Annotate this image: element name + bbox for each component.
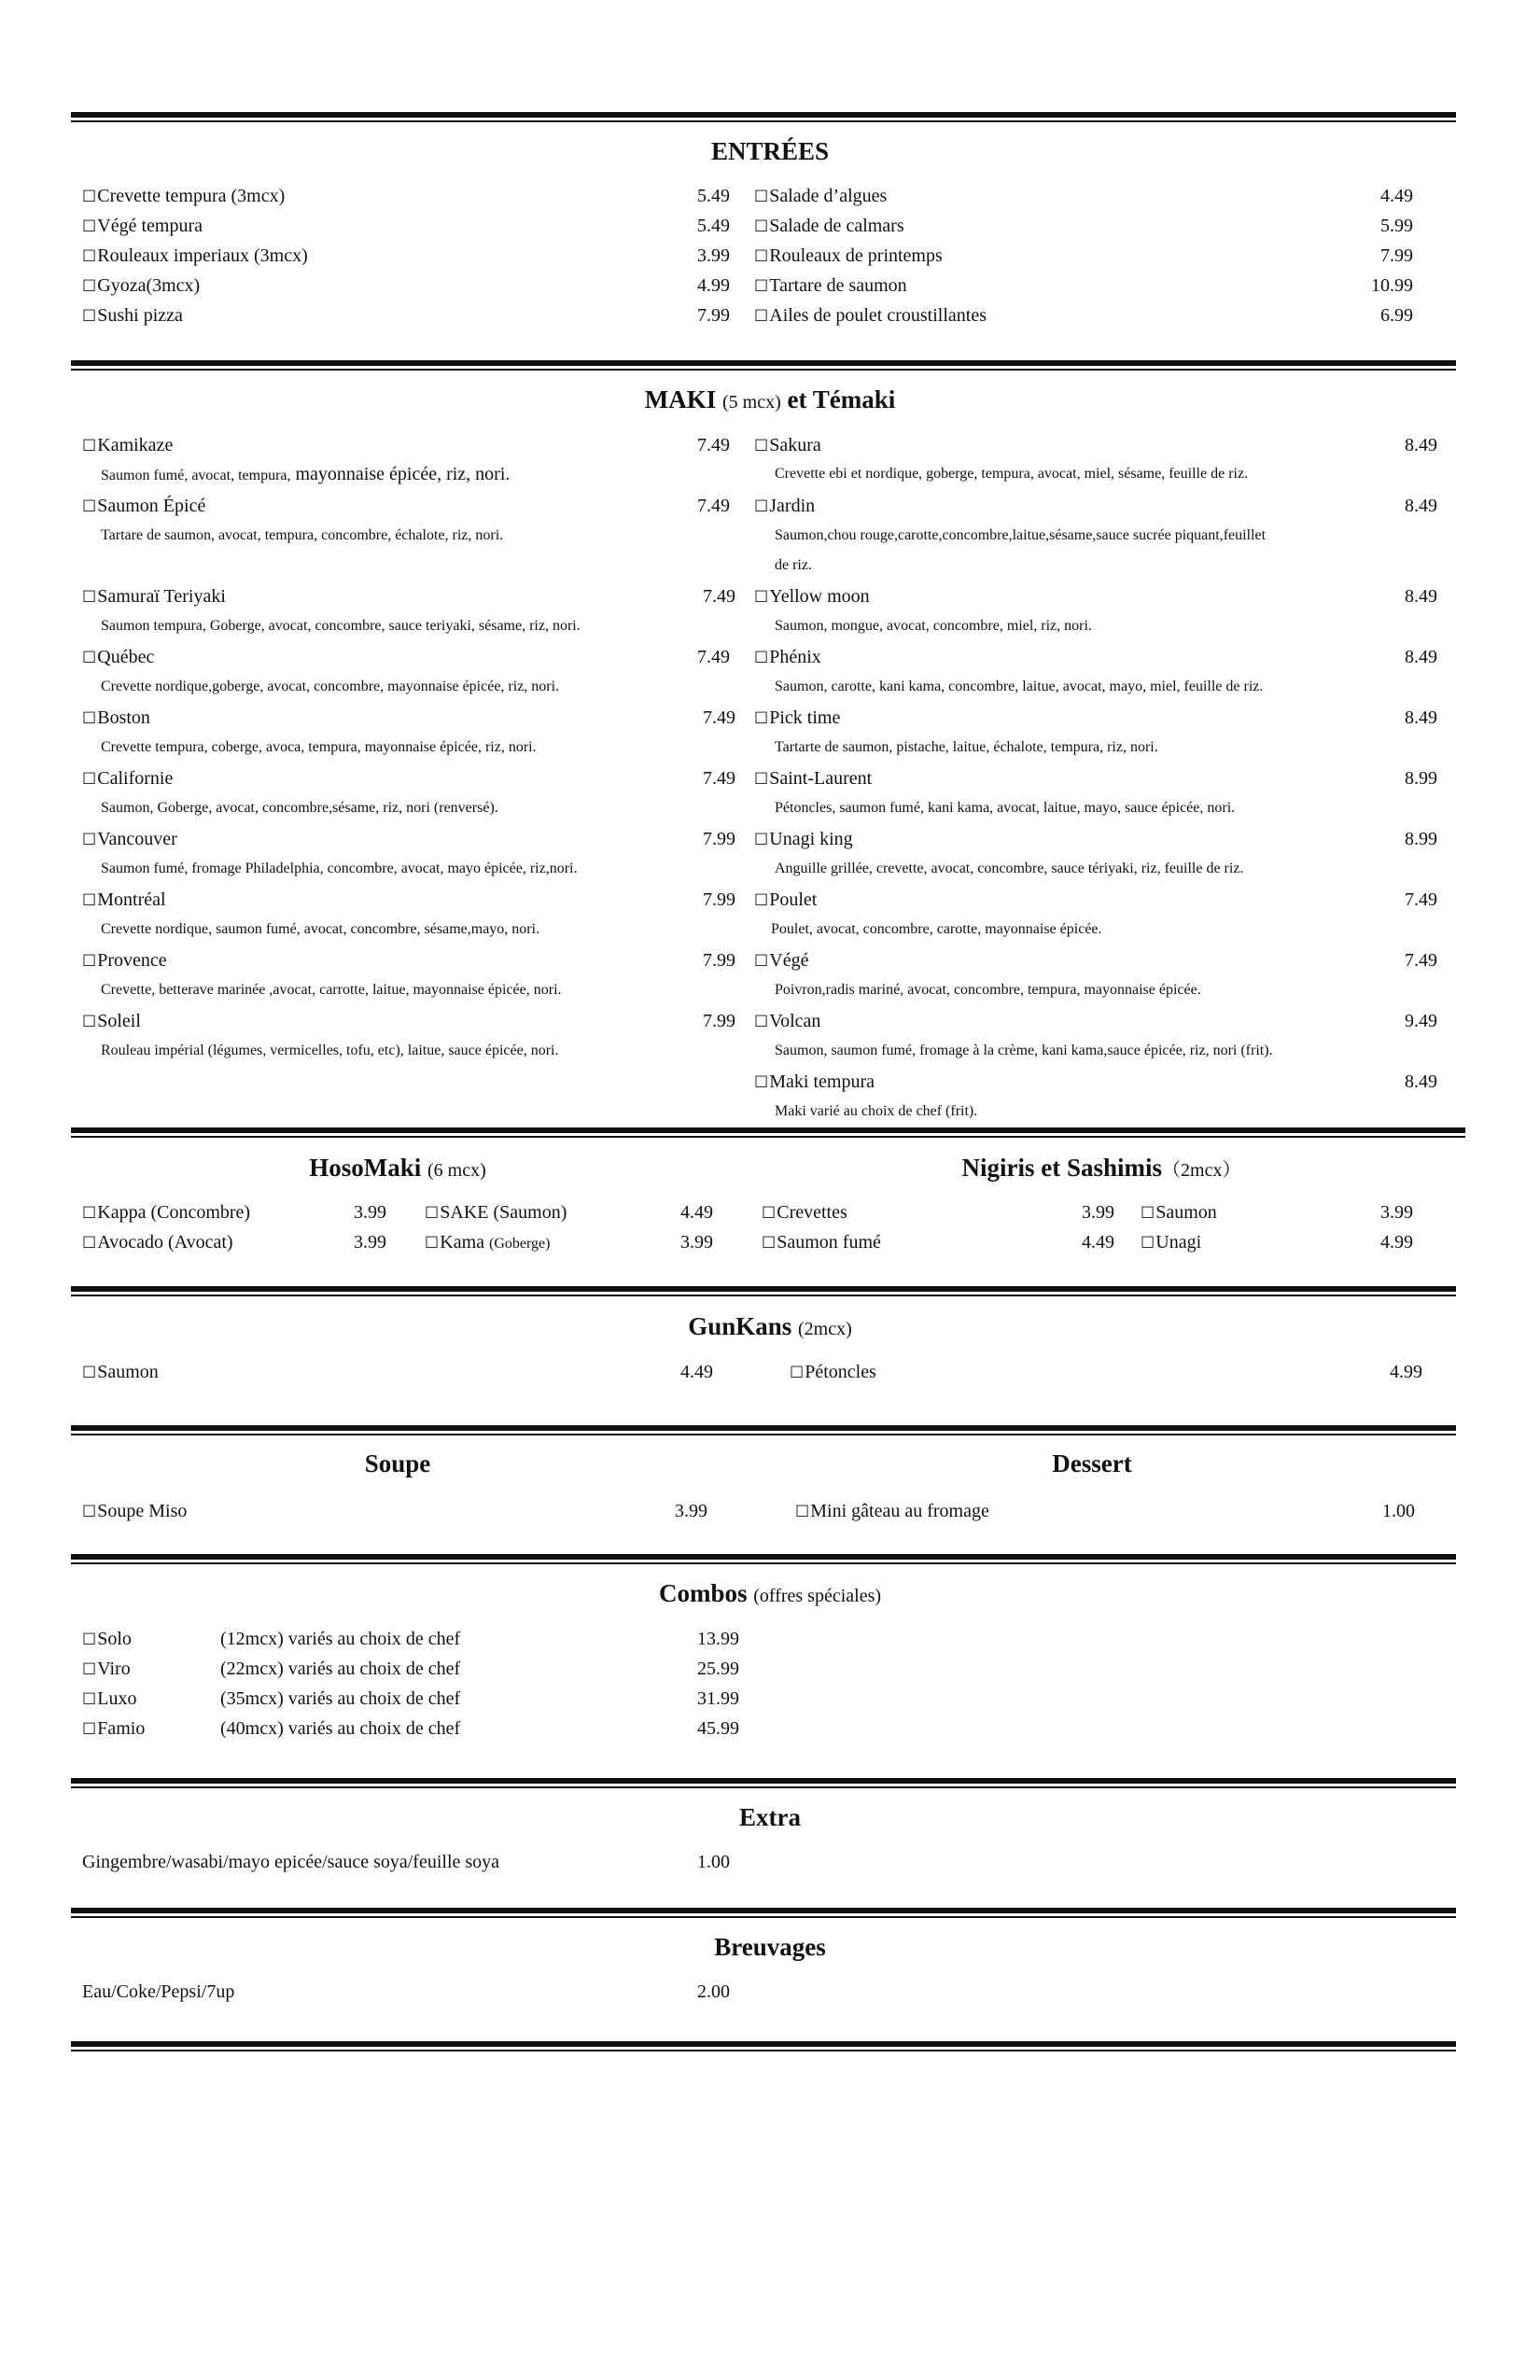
nigiris-title bbox=[747, 1154, 1456, 1183]
checkbox-icon[interactable]: ☐ bbox=[754, 588, 769, 607]
checkbox-icon[interactable]: ☐ bbox=[82, 217, 97, 236]
item-name: Saumon Épicé bbox=[97, 496, 206, 516]
item-price: 13.99 bbox=[697, 1629, 739, 1649]
checkbox-icon[interactable]: ☐ bbox=[1141, 1234, 1155, 1253]
item-description: (40mcx) variés au choix de chef bbox=[220, 1718, 461, 1739]
menu-item[interactable] bbox=[82, 244, 308, 269]
item-price: 7.99 bbox=[703, 829, 735, 849]
item-price: 8.49 bbox=[1405, 435, 1437, 455]
menu-item[interactable] bbox=[82, 1360, 159, 1385]
item-name: Rouleaux imperiaux (3mcx) bbox=[97, 245, 308, 266]
item-description: Rouleau impérial (légumes, vermicelles, tofu, etc), laitue, sauce épicée, nori. bbox=[101, 1043, 559, 1058]
checkbox-icon[interactable]: ☐ bbox=[82, 1364, 97, 1382]
menu-item[interactable] bbox=[82, 1009, 141, 1034]
item-description: Saumon, carotte, kani kama, concombre, laitue, avocat, mayo, miel, feuille de riz. bbox=[775, 679, 1264, 694]
item-price: 3.99 bbox=[354, 1232, 386, 1253]
checkbox-icon[interactable]: ☐ bbox=[82, 588, 97, 607]
item-price: 8.49 bbox=[1405, 586, 1437, 607]
item-name: Pick time bbox=[769, 707, 841, 728]
item-name: Soupe Miso bbox=[97, 1501, 188, 1521]
entrees-title: ENTRÉES bbox=[710, 137, 830, 165]
item-price: 4.49 bbox=[1380, 186, 1413, 206]
item-name: Saumon bbox=[97, 1362, 159, 1382]
section-divider bbox=[71, 2041, 1456, 2051]
menu-item[interactable] bbox=[82, 948, 167, 973]
checkbox-icon[interactable]: ☐ bbox=[82, 1631, 97, 1649]
item-price: 4.99 bbox=[697, 275, 730, 296]
checkbox-icon[interactable]: ☐ bbox=[1141, 1204, 1155, 1223]
maki-title-end: et Témaki bbox=[787, 385, 896, 413]
item-name: Boston bbox=[97, 707, 150, 728]
checkbox-icon[interactable]: ☐ bbox=[82, 1660, 97, 1679]
item-name: Volcan bbox=[769, 1011, 821, 1031]
item-price: 4.49 bbox=[1082, 1232, 1114, 1253]
checkbox-icon[interactable]: ☐ bbox=[762, 1234, 777, 1253]
item-name: Famio bbox=[97, 1718, 146, 1739]
description-text-large: mayonnaise épicée, riz, nori. bbox=[290, 464, 511, 484]
checkbox-icon[interactable]: ☐ bbox=[754, 277, 769, 296]
menu-item[interactable] bbox=[795, 1499, 989, 1524]
item-price: 1.00 bbox=[1382, 1501, 1415, 1521]
item-price: 3.99 bbox=[680, 1232, 713, 1253]
item-name: Rouleaux de printemps bbox=[769, 245, 943, 266]
breuvages-item[interactable]: Eau/Coke/Pepsi/7up bbox=[82, 1981, 235, 2002]
item-description: Crevette nordique,goberge, avocat, concombre, mayonnaise épicée, riz, nori. bbox=[101, 679, 560, 694]
item-price: 31.99 bbox=[697, 1688, 739, 1709]
checkbox-icon[interactable]: ☐ bbox=[82, 1503, 97, 1521]
menu-item[interactable] bbox=[82, 1716, 145, 1742]
item-price: 4.49 bbox=[680, 1202, 713, 1223]
item-name: Salade d’algues bbox=[769, 186, 888, 206]
item-price: 7.49 bbox=[697, 435, 730, 455]
maki-title-sub: (5 mcx) bbox=[721, 392, 781, 413]
item-name: Sushi pizza bbox=[97, 305, 183, 326]
item-name: Ailes de poulet croustillantes bbox=[769, 305, 987, 326]
item-name-note: (Goberge) bbox=[489, 1236, 551, 1252]
item-price: 7.49 bbox=[697, 496, 730, 516]
item-price: 7.99 bbox=[697, 305, 730, 326]
dessert-title: Dessert bbox=[1052, 1449, 1132, 1477]
menu-item[interactable] bbox=[754, 888, 817, 913]
section-divider bbox=[71, 1778, 1456, 1788]
menu-item[interactable] bbox=[425, 1230, 550, 1256]
checkbox-icon[interactable]: ☐ bbox=[754, 831, 769, 849]
item-name: Saumon fumé bbox=[777, 1232, 881, 1253]
item-price: 7.49 bbox=[703, 707, 735, 728]
menu-item[interactable] bbox=[754, 1070, 875, 1095]
menu-item[interactable] bbox=[82, 1627, 132, 1652]
menu-item[interactable] bbox=[1141, 1230, 1201, 1255]
item-price: 3.99 bbox=[354, 1202, 386, 1223]
item-price: 7.99 bbox=[1380, 245, 1413, 266]
menu-item[interactable] bbox=[82, 888, 166, 913]
checkbox-icon[interactable]: ☐ bbox=[754, 891, 769, 910]
checkbox-icon[interactable]: ☐ bbox=[795, 1503, 810, 1521]
section-divider bbox=[71, 360, 1456, 371]
item-name: Luxo bbox=[97, 1688, 137, 1709]
checkbox-icon[interactable]: ☐ bbox=[82, 709, 97, 728]
maki-title-main: MAKI bbox=[644, 385, 717, 413]
maki-title bbox=[71, 385, 1469, 414]
item-description: Crevette tempura, coberge, avoca, tempura, mayonnaise épicée, riz, nori. bbox=[101, 739, 537, 755]
checkbox-icon[interactable]: ☐ bbox=[82, 277, 97, 296]
hosomaki-title bbox=[71, 1154, 724, 1183]
item-price: 8.99 bbox=[1405, 829, 1437, 849]
checkbox-icon[interactable]: ☐ bbox=[82, 188, 97, 206]
menu-item[interactable] bbox=[754, 645, 821, 670]
item-price: 8.99 bbox=[1405, 768, 1437, 789]
menu-item[interactable] bbox=[754, 948, 808, 973]
item-name: Yellow moon bbox=[769, 586, 870, 607]
checkbox-icon[interactable]: ☐ bbox=[754, 497, 769, 516]
checkbox-icon[interactable]: ☐ bbox=[82, 307, 97, 326]
item-description: Tartarte de saumon, pistache, laitue, échalote, tempura, riz, nori. bbox=[775, 739, 1158, 755]
item-price: 4.49 bbox=[680, 1362, 713, 1382]
menu-item[interactable] bbox=[754, 494, 815, 519]
item-description: (12mcx) variés au choix de chef bbox=[220, 1629, 461, 1649]
section-divider bbox=[71, 1127, 1465, 1138]
checkbox-icon[interactable]: ☐ bbox=[425, 1234, 440, 1253]
item-name: Soleil bbox=[97, 1011, 141, 1031]
checkbox-icon[interactable]: ☐ bbox=[754, 649, 769, 667]
item-description: Saumon, Goberge, avocat, concombre,sésame, riz, nori (renversé). bbox=[101, 800, 498, 816]
menu-item[interactable] bbox=[425, 1200, 567, 1225]
item-name: Montréal bbox=[97, 889, 166, 910]
checkbox-icon[interactable]: ☐ bbox=[82, 1690, 97, 1709]
section-divider bbox=[71, 1554, 1456, 1564]
item-description: Crevette nordique, saumon fumé, avocat, concombre, sésame,mayo, nori. bbox=[101, 921, 540, 937]
gunkans-title-main: GunKans bbox=[688, 1312, 792, 1340]
item-name: Unagi king bbox=[769, 829, 853, 849]
item-description: Saumon, saumon fumé, fromage à la crème, kani kama,sauce épicée, riz, nori (frit). bbox=[775, 1043, 1273, 1058]
menu-item[interactable] bbox=[762, 1230, 881, 1255]
menu-item[interactable] bbox=[754, 433, 821, 458]
checkbox-icon[interactable]: ☐ bbox=[754, 437, 769, 455]
item-price: 7.49 bbox=[1405, 889, 1437, 910]
item-description: Anguille grillée, crevette, avocat, concombre, sauce tériyaki, riz, feuille de riz. bbox=[775, 861, 1244, 876]
checkbox-icon[interactable]: ☐ bbox=[790, 1364, 805, 1382]
item-name: Saumon bbox=[1155, 1202, 1217, 1223]
item-price: 25.99 bbox=[697, 1659, 739, 1679]
item-price: 4.99 bbox=[1390, 1362, 1422, 1382]
item-name: Avocado (Avocat) bbox=[97, 1232, 233, 1253]
checkbox-icon[interactable]: ☐ bbox=[82, 1720, 97, 1739]
item-name: Unagi bbox=[1155, 1232, 1202, 1253]
section-divider bbox=[71, 112, 1456, 122]
item-description: Crevette ebi et nordique, goberge, tempura, avocat, miel, sésame, feuille de riz. bbox=[775, 466, 1249, 482]
checkbox-icon[interactable]: ☐ bbox=[754, 952, 769, 971]
item-name: Gyoza(3mcx) bbox=[97, 275, 201, 296]
item-price: 8.49 bbox=[1405, 707, 1437, 728]
item-description: Pétoncles, saumon fumé, kani kama, avocat, laitue, mayo, sauce épicée, nori. bbox=[775, 800, 1236, 816]
menu-item[interactable] bbox=[762, 1200, 847, 1225]
checkbox-icon[interactable]: ☐ bbox=[82, 831, 97, 849]
checkbox-icon[interactable]: ☐ bbox=[82, 1234, 97, 1253]
extra-item[interactable]: Gingembre/wasabi/mayo epicée/sauce soya/feuille soya bbox=[82, 1852, 500, 1872]
checkbox-icon[interactable]: ☐ bbox=[82, 1013, 97, 1031]
item-description: Tartare de saumon, avocat, tempura, concombre, échalote, riz, nori. bbox=[101, 527, 504, 543]
item-description-continued: de riz. bbox=[775, 557, 812, 573]
menu-item[interactable] bbox=[82, 827, 177, 852]
menu-item[interactable] bbox=[82, 1687, 136, 1712]
item-name: Kamikaze bbox=[97, 435, 174, 455]
item-price: 3.99 bbox=[697, 245, 730, 266]
menu-item[interactable] bbox=[82, 584, 226, 609]
nigiris-title-main: Nigiris et Sashimis bbox=[961, 1154, 1163, 1182]
checkbox-icon[interactable]: ☐ bbox=[82, 437, 97, 455]
checkbox-icon[interactable]: ☐ bbox=[82, 649, 97, 667]
hosomaki-title-main: HosoMaki bbox=[309, 1154, 422, 1182]
soupe-title: Soupe bbox=[364, 1449, 431, 1477]
item-name: Salade de calmars bbox=[769, 216, 904, 236]
item-description: Saumon,chou rouge,carotte,concombre,laitue,sésame,sauce sucrée piquant,feuillet bbox=[775, 527, 1267, 543]
checkbox-icon[interactable]: ☐ bbox=[754, 188, 769, 206]
item-name: SAKE (Saumon) bbox=[440, 1202, 567, 1223]
menu-item[interactable] bbox=[754, 303, 987, 329]
item-name: Québec bbox=[97, 647, 155, 667]
item-description: Saumon tempura, Goberge, avocat, concombre, sauce teriyaki, sésame, riz, nori. bbox=[101, 618, 581, 634]
menu-item[interactable] bbox=[82, 766, 173, 791]
item-price: 2.00 bbox=[697, 1981, 730, 2002]
section-divider bbox=[71, 1425, 1456, 1435]
checkbox-icon[interactable]: ☐ bbox=[82, 952, 97, 971]
checkbox-icon[interactable]: ☐ bbox=[425, 1204, 440, 1223]
menu-item[interactable] bbox=[82, 494, 205, 519]
combos-title bbox=[71, 1579, 1469, 1608]
item-price: 7.49 bbox=[1405, 950, 1437, 971]
item-price: 5.99 bbox=[1380, 216, 1413, 236]
checkbox-icon[interactable]: ☐ bbox=[82, 497, 97, 516]
menu-item[interactable] bbox=[82, 433, 173, 458]
section-divider bbox=[71, 1286, 1456, 1296]
checkbox-icon[interactable]: ☐ bbox=[82, 770, 97, 789]
item-description: (35mcx) variés au choix de chef bbox=[220, 1688, 461, 1709]
menu-item[interactable] bbox=[754, 706, 840, 731]
item-description: Saumon, mongue, avocat, concombre, miel, riz, nori. bbox=[775, 618, 1092, 634]
item-name: Samuraï Teriyaki bbox=[97, 586, 226, 607]
breuvages-title: Breuvages bbox=[714, 1933, 826, 1961]
checkbox-icon[interactable]: ☐ bbox=[754, 217, 769, 236]
checkbox-icon[interactable]: ☐ bbox=[754, 247, 769, 266]
item-name: Vancouver bbox=[97, 829, 177, 849]
extra-title: Extra bbox=[739, 1803, 801, 1831]
item-price: 8.49 bbox=[1405, 496, 1437, 516]
item-price: 3.99 bbox=[675, 1501, 707, 1521]
checkbox-icon[interactable]: ☐ bbox=[754, 709, 769, 728]
checkbox-icon[interactable]: ☐ bbox=[82, 247, 97, 266]
item-price: 7.99 bbox=[703, 1011, 735, 1031]
menu-item[interactable] bbox=[1141, 1200, 1217, 1225]
menu-item[interactable] bbox=[82, 1657, 131, 1682]
item-price: 3.99 bbox=[1082, 1202, 1114, 1223]
item-price: 3.99 bbox=[1380, 1202, 1413, 1223]
description-text: Saumon fumé, avocat, tempura, bbox=[101, 468, 291, 483]
item-name: Sakura bbox=[769, 435, 821, 455]
checkbox-icon[interactable]: ☐ bbox=[82, 1204, 97, 1223]
item-name: Saint-Laurent bbox=[769, 768, 873, 789]
menu-item[interactable] bbox=[82, 1499, 187, 1524]
item-price: 7.99 bbox=[703, 950, 735, 971]
item-price: 8.49 bbox=[1405, 1071, 1437, 1092]
item-price: 5.49 bbox=[697, 216, 730, 236]
item-price: 7.49 bbox=[703, 768, 735, 789]
menu-item[interactable] bbox=[82, 706, 150, 731]
checkbox-icon[interactable]: ☐ bbox=[762, 1204, 777, 1223]
item-description: Saumon fumé, fromage Philadelphia, concombre, avocat, mayo épicée, riz,nori. bbox=[101, 861, 578, 876]
menu-item[interactable] bbox=[82, 303, 183, 329]
item-name: Végé bbox=[769, 950, 809, 971]
item-price: 10.99 bbox=[1371, 275, 1413, 296]
menu-item[interactable] bbox=[790, 1360, 876, 1385]
item-price: 8.49 bbox=[1405, 647, 1437, 667]
nigiris-title-sub: （2mcx） bbox=[1162, 1160, 1241, 1181]
menu-item[interactable] bbox=[82, 273, 200, 299]
item-price: 1.00 bbox=[697, 1852, 730, 1872]
menu-item[interactable] bbox=[82, 645, 154, 670]
checkbox-icon[interactable]: ☐ bbox=[754, 770, 769, 789]
item-description: Poulet, avocat, concombre, carotte, mayonnaise épicée. bbox=[771, 921, 1102, 937]
item-description: Maki varié au choix de chef (frit). bbox=[775, 1103, 978, 1119]
item-price: 4.99 bbox=[1380, 1232, 1413, 1253]
item-name: Phénix bbox=[769, 647, 821, 667]
menu-item[interactable] bbox=[754, 184, 887, 209]
item-name: Jardin bbox=[769, 496, 816, 516]
item-price: 9.49 bbox=[1405, 1011, 1437, 1031]
item-name: Mini gâteau au fromage bbox=[810, 1501, 989, 1521]
menu-item[interactable] bbox=[754, 1009, 820, 1034]
item-name: Crevettes bbox=[777, 1202, 847, 1223]
item-price: 7.99 bbox=[703, 889, 735, 910]
item-description: (22mcx) variés au choix de chef bbox=[220, 1659, 461, 1679]
combos-title-main: Combos bbox=[658, 1579, 748, 1607]
checkbox-icon[interactable]: ☐ bbox=[754, 1013, 769, 1031]
menu-item[interactable] bbox=[82, 214, 203, 239]
item-name: Végé tempura bbox=[97, 216, 203, 236]
item-name: Viro bbox=[97, 1659, 131, 1679]
item-name: Solo bbox=[97, 1629, 132, 1649]
item-name: Poulet bbox=[769, 889, 818, 910]
item-price: 7.49 bbox=[697, 647, 730, 667]
checkbox-icon[interactable]: ☐ bbox=[754, 1073, 769, 1092]
item-name: Kama bbox=[440, 1232, 485, 1253]
item-name: Tartare de saumon bbox=[769, 275, 907, 296]
item-name: Provence bbox=[97, 950, 167, 971]
item-name: Maki tempura bbox=[769, 1071, 875, 1092]
item-description: Poivron,radis mariné, avocat, concombre, tempura, mayonnaise épicée. bbox=[775, 982, 1201, 998]
item-description: Crevette, betterave marinée ,avocat, carrotte, laitue, mayonnaise épicée, nori. bbox=[101, 982, 562, 998]
checkbox-icon[interactable]: ☐ bbox=[754, 307, 769, 326]
item-price: 6.99 bbox=[1380, 305, 1413, 326]
gunkans-title-sub: (2mcx) bbox=[798, 1319, 852, 1339]
menu-item[interactable] bbox=[82, 184, 285, 209]
combos-title-sub: (offres spéciales) bbox=[753, 1586, 882, 1606]
checkbox-icon[interactable]: ☐ bbox=[82, 891, 97, 910]
menu-item[interactable] bbox=[82, 1200, 250, 1225]
item-name: Pétoncles bbox=[805, 1362, 876, 1382]
menu-item[interactable] bbox=[754, 214, 904, 239]
item-price: 45.99 bbox=[697, 1718, 739, 1739]
item-name: Kappa (Concombre) bbox=[97, 1202, 251, 1223]
gunkans-title bbox=[71, 1312, 1469, 1341]
menu-item[interactable] bbox=[754, 244, 943, 269]
menu-item[interactable] bbox=[82, 1230, 233, 1255]
item-price: 7.49 bbox=[703, 586, 735, 607]
menu-item[interactable] bbox=[754, 766, 872, 791]
item-description bbox=[101, 459, 510, 491]
item-name: Crevette tempura (3mcx) bbox=[97, 186, 286, 206]
menu-item[interactable] bbox=[754, 273, 907, 299]
item-price: 5.49 bbox=[697, 186, 730, 206]
item-name: Californie bbox=[97, 768, 174, 789]
menu-item[interactable] bbox=[754, 827, 853, 852]
section-divider bbox=[71, 1908, 1456, 1918]
menu-item[interactable] bbox=[754, 584, 870, 609]
hosomaki-title-sub: (6 mcx) bbox=[427, 1160, 486, 1181]
